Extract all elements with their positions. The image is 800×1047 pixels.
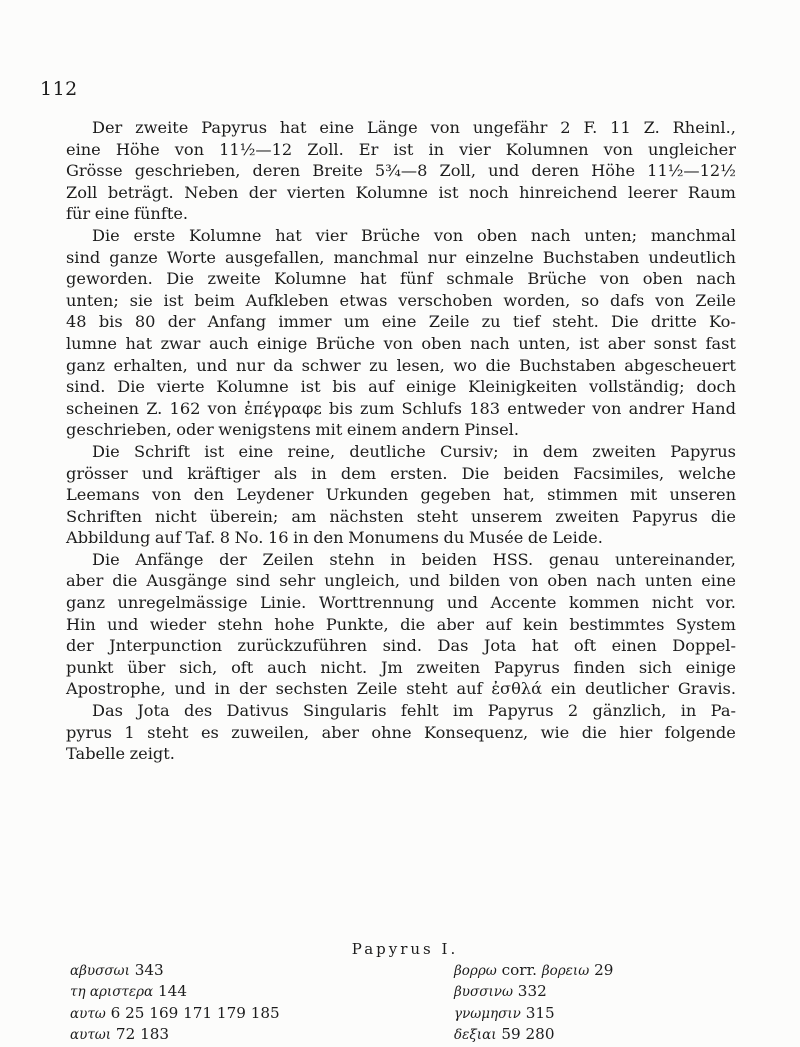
text-line: sind. Die vierte Kolumne ist bis auf einige Kleinigkeiten vollständig; doch <box>66 377 736 397</box>
text-line: geschrieben, oder wenigstens mit einem andern Pinsel. <box>66 420 519 440</box>
table-heading <box>70 938 740 960</box>
text-line: Leemans von den Leydener Urkunden gegeben hat, stimmen mit unseren <box>66 485 736 505</box>
table-cell-right <box>450 1003 740 1024</box>
text-line: Hin und wieder stehn hohe Punkte, die aber auf kein bestimmtes System <box>66 614 736 634</box>
text-line: eine Höhe von 11½—12 Zoll. Er ist in vier Kolumnen von ungleicher <box>66 139 736 159</box>
table-cell-left <box>70 960 450 981</box>
greek-form: βυσσινω <box>454 984 513 1001</box>
text-line: Der zweite Papyrus hat eine Länge von ungefähr 2 F. 11 Z. Rheinl., <box>92 118 736 137</box>
text-line: punkt über sich, oft auch nicht. Jm zweiten Papyrus finden sich einige <box>66 657 736 677</box>
line-references: 6 25 169 171 179 185 <box>110 1003 280 1022</box>
page-number: 112 <box>40 78 78 100</box>
text-line: unten; sie ist beim Aufkleben etwas verschoben worden, so dafs von Zeile <box>66 290 736 310</box>
text-line: 48 bis 80 der Anfang immer um eine Zeile zu tief steht. Die dritte Ko- <box>66 312 736 332</box>
table-cell-right <box>450 960 740 981</box>
table-row <box>70 1024 740 1045</box>
line-references: 315 <box>525 1003 555 1022</box>
text-line: Abbildung auf Taf. 8 No. 16 in den Monumens du Musée de Leide. <box>66 528 603 548</box>
text-line: Schriften nicht überein; am nächsten steht unserem zweiten Papyrus die <box>66 506 736 526</box>
text-line: grösser und kräftiger als in dem ersten. Die beiden Facsimiles, welche <box>66 463 736 483</box>
text-line: für eine fünfte. <box>66 204 189 224</box>
text-line: aber die Ausgänge sind sehr ungleich, und bilden von oben nach unten eine <box>66 571 736 591</box>
text-line: Die Anfänge der Zeilen stehn in beiden HSS. genau untereinander, <box>92 549 736 569</box>
greek-form-corrected: βορειω <box>541 963 590 979</box>
text-line: ganz unregelmässige Linie. Worttrennung und Accente kommen nicht vor. <box>66 593 736 613</box>
table-heading-text: Papyrus I. <box>351 940 459 958</box>
greek-form: αυτωι <box>70 1027 112 1044</box>
table-cell-left <box>70 1024 450 1045</box>
correction-note: corr. <box>501 961 537 979</box>
greek-form: τη αριστερα <box>70 984 154 1001</box>
text-line: Zoll beträgt. Neben der vierten Kolumne ist noch hinreichend leerer Raum <box>66 182 736 202</box>
text-line: Tabelle zeigt. <box>66 744 175 764</box>
line-references: 332 <box>517 982 547 1001</box>
table-row <box>70 960 740 981</box>
text-line: pyrus 1 steht es zuweilen, aber ohne Konsequenz, wie die hier folgende <box>66 722 736 742</box>
line-references: 343 <box>134 961 164 979</box>
table-cell-left <box>70 981 450 1002</box>
greek-form: δεξιαι <box>454 1027 497 1044</box>
table-cell-left <box>70 1003 450 1024</box>
line-references: 72 183 <box>115 1025 170 1044</box>
text-line: ganz erhalten, und nur da schwer zu lesen, wo die Buchstaben abgescheuert <box>66 355 736 375</box>
text-line: Apostrophe, und in der sechsten Zeile steht auf ἐσθλά ein deutlicher Gravis. <box>66 679 736 699</box>
table-cell-right <box>450 1024 740 1045</box>
greek-form: βορρω <box>454 963 497 979</box>
line-references: 144 <box>158 982 188 1001</box>
line-references: 29 <box>594 961 614 979</box>
table-cell-right <box>450 981 740 1002</box>
text-line: Die Schrift ist eine reine, deutliche Cursiv; in dem zweiten Papyrus <box>92 441 736 461</box>
greek-form: γνωμησιν <box>454 1005 521 1022</box>
table-row <box>70 1003 740 1024</box>
body-text <box>66 117 736 765</box>
text-line: geworden. Die zweite Kolumne hat fünf schmale Brüche von oben nach <box>66 269 736 289</box>
text-line: scheinen Z. 162 von ἐπέγραφε bis zum Schlufs 183 entweder von andrer Hand <box>66 398 736 418</box>
text-line: der Jnterpunction zurückzuführen sind. Das Jota hat oft einen Doppel- <box>66 636 736 656</box>
greek-form: αυτω <box>70 1005 106 1022</box>
text-line: Grösse geschrieben, deren Breite 5¾—8 Zoll, und deren Höhe 11½—12½ <box>66 161 736 181</box>
line-references: 59 280 <box>501 1025 555 1044</box>
greek-form: αβυσσωι <box>70 963 130 979</box>
text-line: sind ganze Worte ausgefallen, manchmal nur einzelne Buchstaben undeutlich <box>66 247 736 267</box>
text-line: Die erste Kolumne hat vier Brüche von oben nach unten; manchmal <box>92 225 736 245</box>
text-line: lumne hat zwar auch einige Brüche von oben nach unten, ist aber sonst fast <box>66 333 736 353</box>
table-row <box>70 981 740 1002</box>
dative-table <box>70 938 740 1046</box>
text-line: Das Jota des Dativus Singularis fehlt im Papyrus 2 gänzlich, in Pa- <box>92 701 736 721</box>
